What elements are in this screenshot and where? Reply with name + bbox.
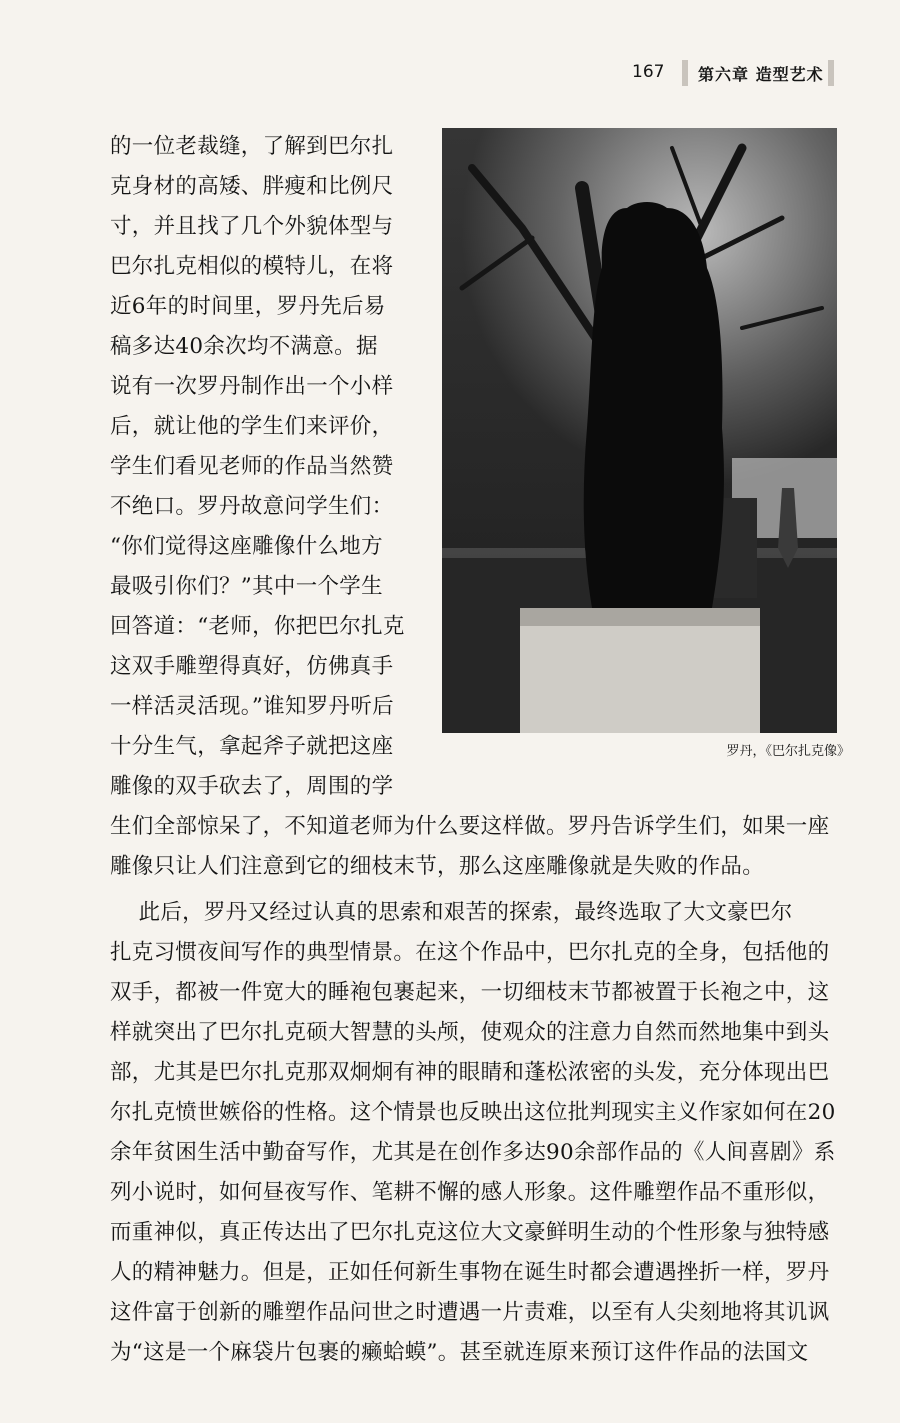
text-line: 稿多达40余次均不满意。据 xyxy=(110,334,378,359)
text-line: 一样活灵活现。”谁知罗丹听后 xyxy=(110,694,394,719)
text-line: 列小说时，如何昼夜写作、笔耕不懈的感人形象。这件雕塑作品不重形似， xyxy=(110,1180,830,1205)
figure-caption: 罗丹，《巴尔扎克像》 xyxy=(726,744,850,759)
text-line: 扎克习惯夜间写作的典型情景。在这个作品中，巴尔扎克的全身，包括他的 xyxy=(110,940,830,965)
text-line: 不绝口。罗丹故意问学生们： xyxy=(110,494,394,519)
text-line: 的一位老裁缝，了解到巴尔扎 xyxy=(110,134,394,159)
text-line: 双手，都被一件宽大的睡袍包裹起来，一切细枝末节都被置于长袍之中，这 xyxy=(110,980,830,1005)
text-line: 最吸引你们？”其中一个学生 xyxy=(110,574,383,599)
header-divider xyxy=(828,60,834,86)
page-number: 167 xyxy=(632,62,665,82)
text-line: 生们全部惊呆了，不知道老师为什么要这样做。罗丹告诉学生们，如果一座 xyxy=(110,814,830,839)
text-line: 而重神似，真正传达出了巴尔扎克这位大文豪鲜明生动的个性形象与独特感 xyxy=(110,1220,830,1245)
text-line: 为“这是一个麻袋片包裹的癞蛤蟆”。甚至就连原来预订这件作品的法国文 xyxy=(110,1340,809,1365)
chapter-title: 第六章 造型艺术 xyxy=(698,65,824,84)
text-line: 人的精神魅力。但是，正如任何新生事物在诞生时都会遭遇挫折一样，罗丹 xyxy=(110,1260,830,1285)
text-line: 雕像只让人们注意到它的细枝末节，那么这座雕像就是失败的作品。 xyxy=(110,854,765,879)
text-line: 这双手雕塑得真好，仿佛真手 xyxy=(110,654,394,679)
text-line: 这件富于创新的雕塑作品问世之时遭遇一片责难，以至有人尖刻地将其讥讽 xyxy=(110,1300,830,1325)
text-line: 克身材的高矮、胖瘦和比例尺 xyxy=(110,174,394,199)
text-line: “你们觉得这座雕像什么地方 xyxy=(110,534,383,559)
text-line: 部，尤其是巴尔扎克那双炯炯有神的眼睛和蓬松浓密的头发，充分体现出巴 xyxy=(110,1060,830,1085)
text-line: 后，就让他的学生们来评价， xyxy=(110,414,394,439)
text-line: 余年贫困生活中勤奋写作，尤其是在创作多达90余部作品的《人间喜剧》系 xyxy=(110,1140,836,1165)
text-line: 回答道：“老师，你把巴尔扎克 xyxy=(110,614,405,639)
text-line: 巴尔扎克相似的模特儿，在将 xyxy=(110,254,394,279)
text-line: 说有一次罗丹制作出一个小样 xyxy=(110,374,394,399)
text-line: 近6年的时间里，罗丹先后易 xyxy=(110,294,386,319)
running-header xyxy=(610,54,860,94)
text-line: 寸，并且找了几个外貌体型与 xyxy=(110,214,394,239)
text-line: 学生们看见老师的作品当然赞 xyxy=(110,454,394,479)
balzac-statue-photo xyxy=(442,128,837,733)
text-line: 尔扎克愤世嫉俗的性格。这个情景也反映出这位批判现实主义作家如何在20 xyxy=(110,1100,836,1125)
text-line: 样就突出了巴尔扎克硕大智慧的头颅，使观众的注意力自然而然地集中到头 xyxy=(110,1020,830,1045)
text-line: 十分生气，拿起斧子就把这座 xyxy=(110,734,394,759)
paragraph-first-line: 此后，罗丹又经过认真的思索和艰苦的探索，最终选取了大文豪巴尔 xyxy=(110,900,793,925)
header-divider xyxy=(682,60,688,86)
text-line: 雕像的双手砍去了，周围的学 xyxy=(110,774,394,799)
